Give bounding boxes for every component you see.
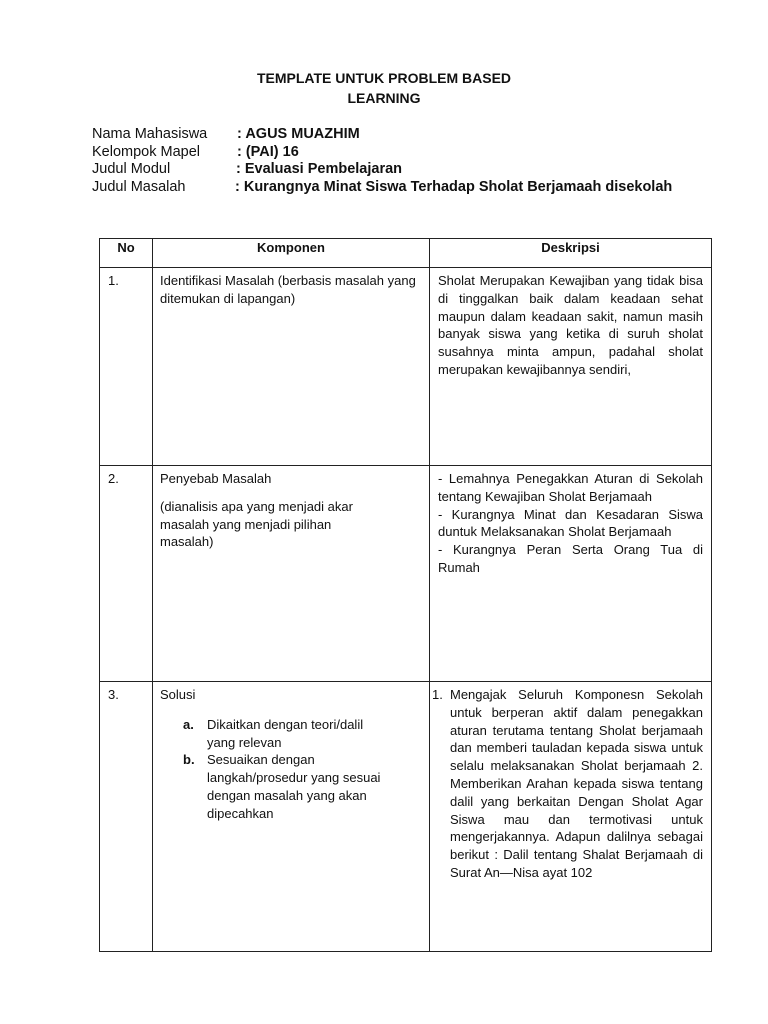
list-marker: a.	[183, 716, 194, 732]
list-item: - Kurangnya Minat dan Kesadaran Siswa duntuk Melaksanakan Sholat Berjamaah	[438, 506, 703, 540]
komponen-title: Penyebab Masalah	[160, 471, 272, 486]
info-row-kelompok	[92, 144, 672, 162]
header-komponen: Komponen	[153, 239, 430, 268]
info-row-modul	[92, 161, 672, 179]
document-title	[0, 68, 768, 108]
cell-no: 2.	[100, 466, 153, 682]
info-label: Judul Modul	[92, 161, 171, 177]
problem-table	[99, 238, 712, 952]
list-item	[183, 716, 421, 752]
cell-komponen: Identifikasi Masalah (berbasis masalah yang ditemukan di lapangan)	[153, 268, 430, 466]
table-row	[100, 466, 712, 682]
list-text: Sesuaikan dengan langkah/prosedur yang sesuai dengan masalah yang akan dipecahkan	[207, 752, 381, 821]
cell-komponen	[153, 682, 430, 952]
info-block	[92, 126, 672, 196]
list-marker: b.	[183, 752, 195, 768]
title-line-1: TEMPLATE UNTUK PROBLEM BASED	[256, 70, 512, 86]
table-row	[100, 682, 712, 952]
list-text: Mengajak Seluruh Komponesn Sekolah untuk berperan aktif dalam penegakkan aturan terutama tentang Sholat berjamaah dan memberi tauladan kepada siswa untuk selalu melaksanakan Sholat berjamaah 2. Memberikan Arahan kepada siswa tentang dalil yang berkaitan Dengan Sholat Agar Siswa mau dan termotivasi untuk mengerjakannya. Adapun dalilnya sebagai berikut : Dalil tentang Shalat Berjamaah di Surat An—Nisa ayat 102	[450, 687, 703, 880]
header-deskripsi: Deskripsi	[430, 239, 712, 268]
info-value: : Evaluasi Pembelajaran	[236, 161, 403, 177]
cell-no: 1.	[100, 268, 153, 466]
solusi-list	[432, 686, 703, 882]
info-value: : (PAI) 16	[237, 143, 299, 160]
komponen-note: (dianalisis apa yang menjadi akar masalah yang menjadi pilihan masalah)	[160, 498, 353, 550]
komponen-title: Solusi	[160, 687, 196, 702]
list-item: - Kurangnya Peran Serta Orang Tua di Rumah	[438, 542, 703, 575]
info-label: Kelompok Mapel	[92, 143, 200, 160]
list-item	[183, 751, 421, 822]
cell-deskripsi: Sholat Merupakan Kewajiban yang tidak bisa di tinggalkan baik dalam keadaan sehat maupun dalam keadaan sakit, namun masih banyak siswa yang ketika di suruh sholat susahnya minta ampun, padahal sholat merupakan kewajibannya sendiri,	[430, 268, 712, 466]
list-text: Dikaitkan dengan teori/dalil yang relevan	[207, 716, 364, 750]
table-header-row	[100, 239, 712, 268]
cell-no: 3.	[100, 682, 153, 952]
cell-deskripsi	[430, 682, 712, 952]
info-row-masalah	[92, 179, 672, 197]
info-label: Judul Masalah	[92, 178, 186, 195]
info-value: : AGUS MUAZHIM	[237, 126, 360, 142]
cause-list	[438, 470, 703, 577]
list-marker: 1.	[432, 687, 443, 702]
info-value: : Kurangnya Minat Siswa Terhadap Sholat Berjamaah disekolah	[235, 178, 673, 195]
table-row	[100, 268, 712, 466]
cell-deskripsi	[430, 466, 712, 682]
solusi-sublist	[183, 716, 421, 823]
cell-komponen	[153, 466, 430, 682]
title-line-2: LEARNING	[347, 90, 421, 106]
list-item: - Lemahnya Penegakkan Aturan di Sekolah tentang Kewajiban Sholat Berjamaah	[438, 471, 703, 504]
info-row-nama	[92, 126, 672, 144]
list-item	[432, 686, 703, 882]
header-no: No	[100, 239, 153, 268]
info-label: Nama Mahasiswa	[92, 126, 208, 142]
